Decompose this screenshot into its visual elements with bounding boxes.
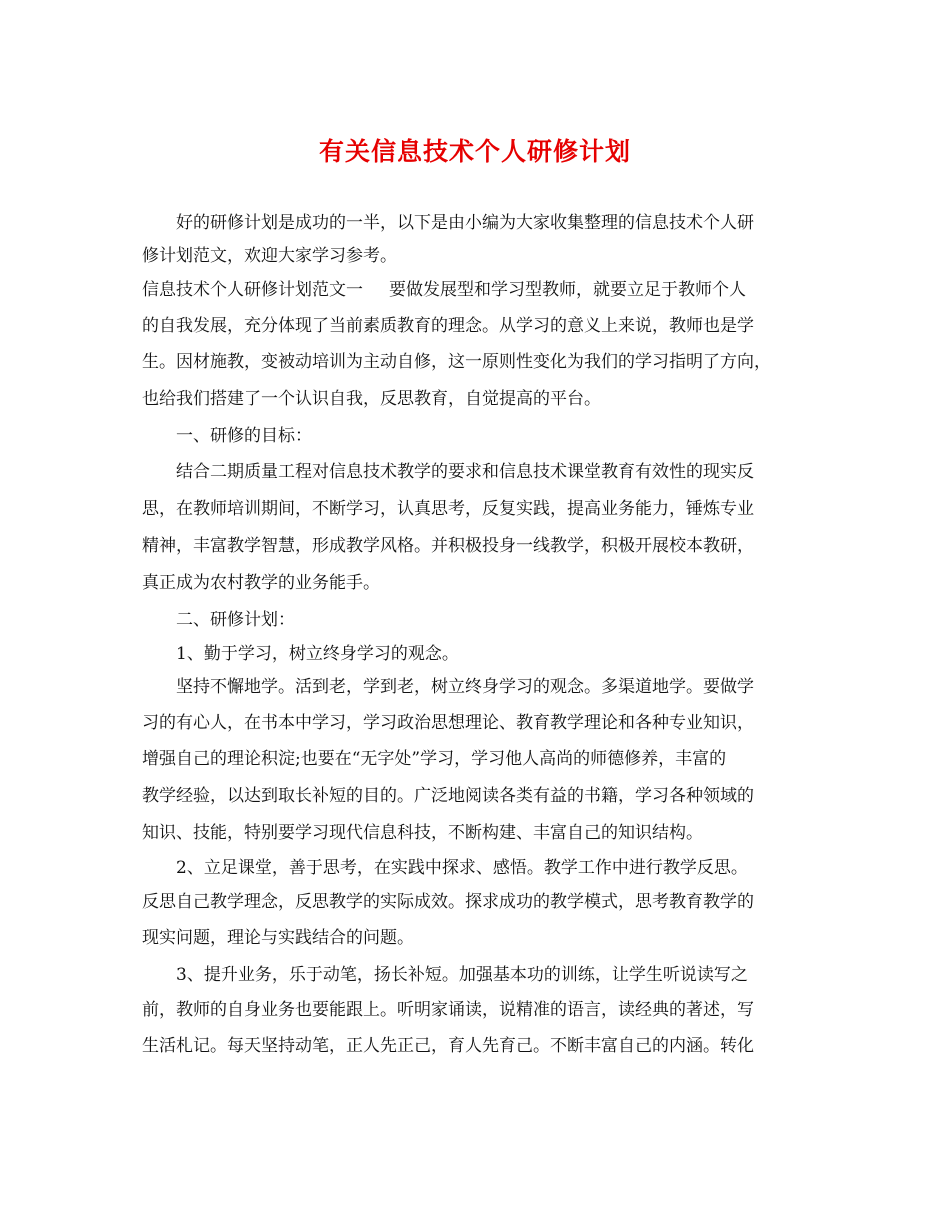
paragraph-text: 要做发展型和学习型教师，就要立足于教师个人	[389, 280, 746, 300]
paragraph-line	[142, 278, 822, 302]
paragraph-line: 的自我发展，充分体现了当前素质教育的理念。从学习的意义上来说，教师也是学	[142, 316, 754, 336]
paragraph-line: 反思自己教学理念，反思教学的实际成效。探求成功的教学模式，思考教育教学的	[142, 892, 754, 912]
paragraph-line: 坚持不懈地学。活到老，学到老，树立终身学习的观念。多渠道地学。要做学	[176, 677, 754, 697]
paragraph-line: 习的有心人，在书本中学习，学习政治思想理论、教育教学理论和各种专业知识，	[142, 713, 754, 733]
paragraph-line: 也给我们搭建了一个认识自我，反思教育，自觉提高的平台。	[142, 389, 601, 409]
section-heading: 一、研修的目标：	[176, 426, 312, 446]
paragraph-line: 结合二期质量工程对信息技术教学的要求和信息技术课堂教育有效性的现实反	[176, 462, 754, 482]
paragraph-line: 精神，丰富教学智慧，形成教学风格。并积极投身一线教学，积极开展校本教研，	[142, 536, 754, 556]
section-heading: 二、研修计划：	[176, 610, 295, 630]
paragraph-line: 知识、技能，特别要学习现代信息科技，不断构建、丰富自己的知识结构。	[142, 823, 703, 843]
paragraph-line: 真正成为农村教学的业务能手。	[142, 573, 380, 593]
paragraph-line: 前，教师的自身业务也要能跟上。听明家诵读，说精准的语言，读经典的著述，写	[142, 1000, 754, 1020]
sample-heading: 信息技术个人研修计划范文一	[142, 280, 363, 300]
document-title: 有关信息技术个人研修计划	[318, 137, 631, 166]
paragraph-line: 增强自己的理论积淀;也要在“无字处”学习，学习他人高尚的师德修养，丰富的	[142, 749, 727, 769]
paragraph-line: 现实问题，理论与实践结合的问题。	[142, 928, 414, 948]
paragraph-line: 生。因材施教，变被动培训为主动自修，这一原则性变化为我们的学习指明了方向，	[142, 352, 771, 372]
paragraph-line: 修计划范文，欢迎大家学习参考。	[142, 246, 397, 266]
paragraph-line: 生活札记。每天坚持动笔，正人先正己，育人先育己。不断丰富自己的内涵。转化	[142, 1036, 754, 1056]
paragraph-line: 思，在教师培训期间，不断学习，认真思考，反复实践，提高业务能力，锤炼专业	[142, 499, 754, 519]
paragraph-line: 3、提升业务，乐于动笔，扬长补短。加强基本功的训练，让学生听说读写之	[176, 965, 748, 985]
list-item-heading: 1、勤于学习，树立终身学习的观念。	[176, 644, 459, 664]
paragraph-line: 教学经验，以达到取长补短的目的。广泛地阅读各类有益的书籍，学习各种领域的	[142, 786, 754, 806]
paragraph-line: 2、立足课堂，善于思考，在实践中探求、感悟。教学工作中进行教学反思。	[176, 858, 748, 878]
paragraph-line: 好的研修计划是成功的一半，以下是由小编为大家收集整理的信息技术个人研	[176, 213, 754, 233]
